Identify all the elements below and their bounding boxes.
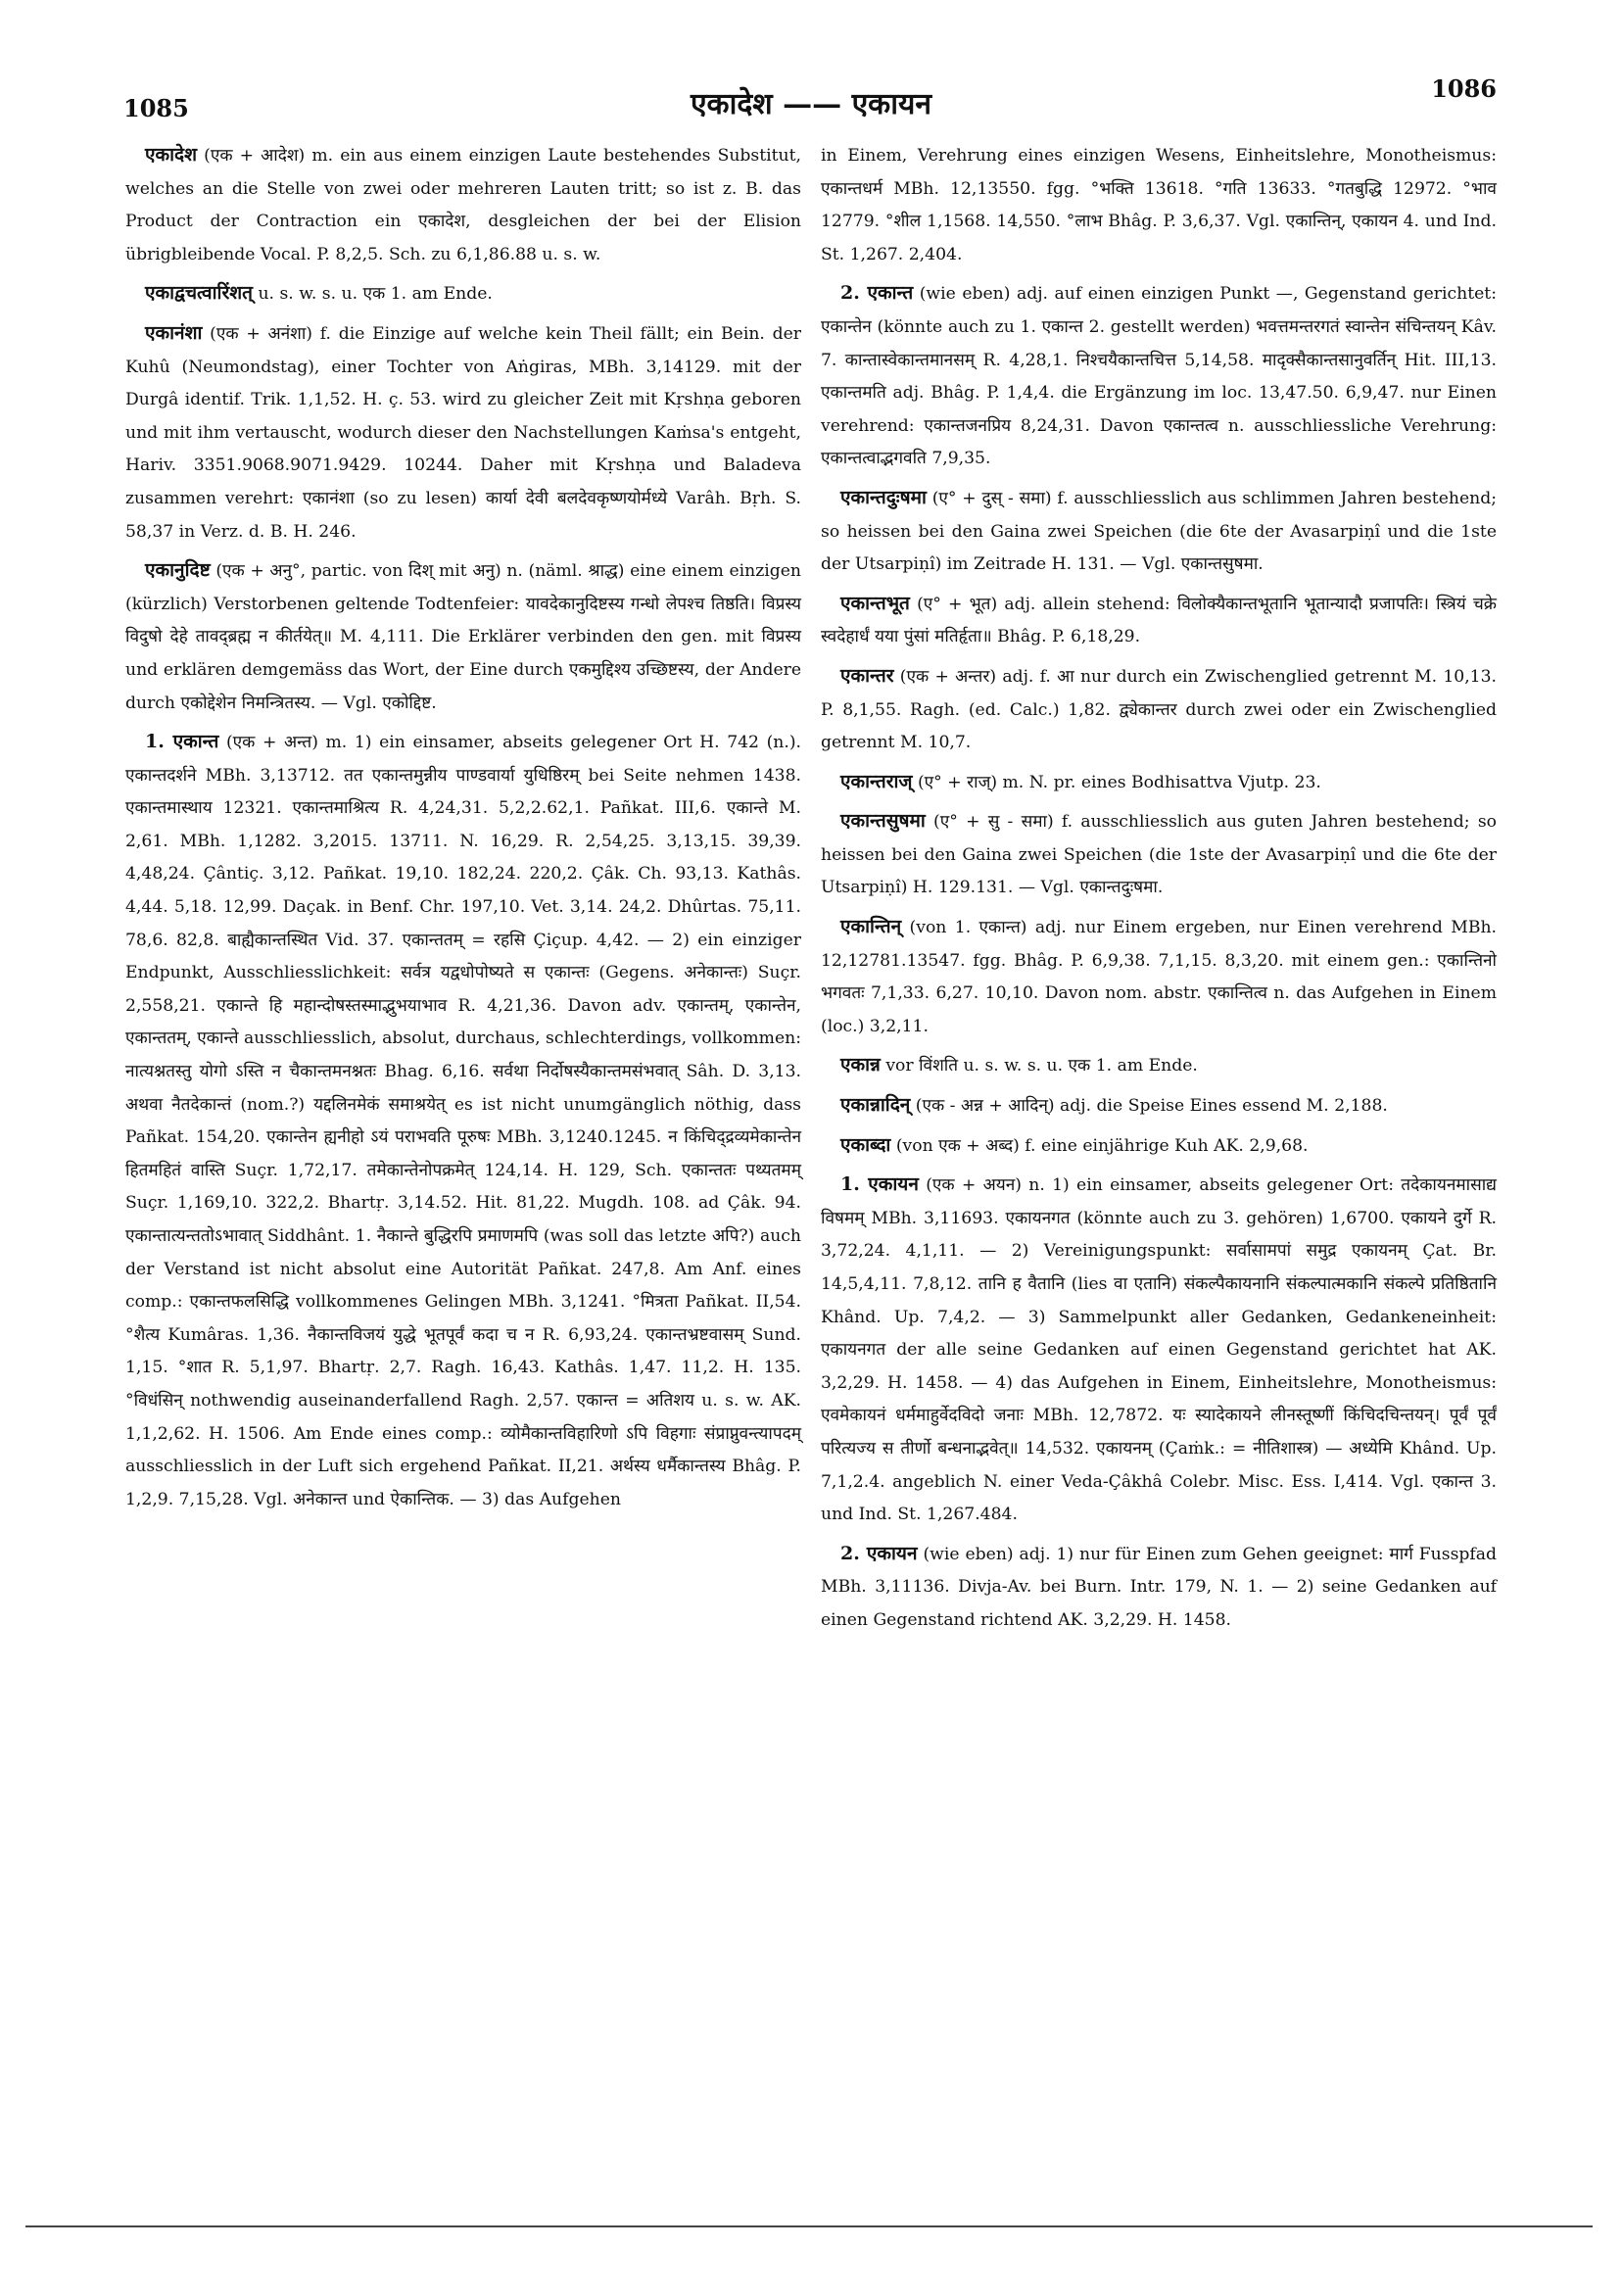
entry-headword: एकाद्वचत्वारिंशत् (145, 282, 253, 305)
entry-headword: एकान्नादिन् (840, 1094, 911, 1117)
dictionary-entry (821, 1169, 1497, 1532)
dictionary-entry (821, 588, 1497, 654)
entry-text: vor विंशति u. s. w. s. u. एक 1. am Ende. (885, 1056, 1198, 1076)
dictionary-entry (821, 482, 1497, 582)
dictionary-entry (821, 1129, 1497, 1164)
running-head: एकादेश —— एकायन (690, 87, 932, 121)
entry-headword: 1. एकान्त (145, 731, 219, 753)
dictionary-entry-continued (821, 139, 1497, 271)
entry-text: (ए° + राज्) m. N. pr. eines Bodhisattva Vjutp. 23. (917, 772, 1321, 792)
entry-headword: एकान्तिन् (840, 916, 902, 938)
entry-headword: एकान्तभूत (840, 592, 910, 614)
bottom-rule (25, 2225, 1593, 2227)
entry-text: (एक + अनु°, partic. von दिश् mit अनु) n. (näml. श्राद्ध) eine einem einzigen (kürzlich) Verstorbenen geltende Todtenfeier: यावदेकानुदिष्टस्य गन्धो लेपश्च तिष्ठति। विप्रस्य विदुषो देहे तावद्ब्रह्म न कीर्तयेत्॥ M. 4,111. Die Erklärer verbinden den gen. mit विप्रस्य und erklären demgemäss das Wort, der Eine durch एकमुद्दिश्य उच्छिष्टस्य, der Andere durch एकोद्देशेन निमन्त्रितस्य. — Vgl. एकोद्दिष्ट. (125, 561, 802, 713)
entry-headword: एकान्तर (840, 664, 894, 687)
right-column (821, 139, 1497, 1644)
dictionary-entry (821, 660, 1497, 760)
entry-text: (ए° + सु - समा) f. ausschliesslich aus guten Jahren bestehend; so heissen bei den Gaina zwei Speichen (die 1ste der Avasarpiṇî und die 6te der Utsarpiṇî) H. 129.131. — Vgl. एकान्तदुःषमा. (821, 812, 1497, 898)
left-column (125, 139, 801, 1522)
entry-headword: 1. एकायन (840, 1173, 919, 1196)
dictionary-entry (821, 911, 1497, 1043)
dictionary-entry (125, 317, 801, 549)
entry-text: (एक + अन्तर) adj. f. आ nur durch ein Zwischenglied getrennt M. 10,13. P. 8,1,55. Ragh. (ed. Calc.) 1,82. द्व्येकान्तर durch zwei oder ein Zwischenglied getrennt M. 10,7. (821, 666, 1497, 753)
entry-text: u. s. w. s. u. एक 1. am Ende. (258, 284, 493, 305)
entry-headword: एकान्न (840, 1054, 881, 1076)
entry-text: (एक + अनंशा) f. die Einzige auf welche kein Theil fällt; ein Bein. der Kuhû (Neumondstag), einer Tochter von Aṅgiras, MBh. 3,14129. mit der Durgâ identif. Trik. 1,1,52. H. ç. 53. wird zu gleicher Zeit mit Kṛshṇa geboren und mit ihm vertauscht, wodurch dieser den Nachstellungen Kaṁsa's entgeht, Hariv. 3351.9068.9071.9429. 10244. Daher mit Kṛshṇa und Baladeva zusammen verehrt: एकानंशा (so zu lesen) कार्या देवी बलदेवकृष्णयोर्मध्ये Varâh. Bṛh. S. 58,37 in Verz. d. B. H. 246. (125, 323, 802, 542)
entry-text: (wie eben) adj. 1) nur für Einen zum Gehen geeignet: मार्ग Fusspfad MBh. 3,11136. Divja-Av. bei Burn. Intr. 179, N. 1. — 2) seine Gedanken auf einen Gegenstand richtend AK. 3,2,29. H. 1458. (821, 1544, 1497, 1630)
dictionary-entry (821, 277, 1497, 476)
page-number-left: 1085 (123, 94, 189, 122)
dictionary-entry (821, 1049, 1497, 1083)
entry-headword: एकान्तराज् (840, 770, 913, 792)
entry-text: (von एक + अब्द) f. eine einjährige Kuh AK. 2,9,68. (895, 1135, 1309, 1156)
entry-headword: एकानंशा (145, 321, 203, 344)
entry-text: (एक + आदेश) m. ein aus einem einzigen Laute bestehendes Substitut, welches an die Stelle von zwei oder mehreren Lauten tritt; so ist z. B. das Product der Contraction ein एकादेश, desgleichen der bei der Elision übrigbleibende Vocal. P. 8,2,5. Sch. zu 6,1,86.88 u. s. w. (125, 146, 802, 264)
dictionary-entry (821, 1089, 1497, 1124)
dictionary-entry (125, 726, 801, 1516)
entry-headword: एकान्तदुःषमा (840, 486, 927, 508)
entry-text: in Einem, Verehrung eines einzigen Wesens, Einheitslehre, Monotheismus: एकान्तधर्म MBh. 12,13550. fgg. °भक्ति 13618. °गति 13633. °गतबुद्धि 12972. °भाव 12779. °शील 1,1568. 14,550. °लाभ Bhâg. P. 3,6,37. Vgl. एकान्तिन्, एकायन 4. und Ind. St. 1,267. 2,404. (821, 146, 1497, 264)
dictionary-entry (821, 766, 1497, 800)
dictionary-entry (125, 139, 801, 271)
entry-headword: एकानुदिष्ट (145, 559, 211, 582)
entry-headword: एकान्तसुषमा (840, 810, 926, 833)
entry-headword: एकादेश (145, 144, 198, 166)
entry-text: (एक - अन्न + आदिन्) adj. die Speise Eines essend M. 2,188. (915, 1096, 1388, 1117)
dictionary-entry (821, 805, 1497, 905)
entry-text: (von 1. एकान्त) adj. nur Einem ergeben, nur Einen verehrend MBh. 12,12781.13547. fgg. Bhâg. P. 6,9,38. 7,1,15. 8,3,20. mit einem gen.: एकान्तिनो भगवतः 7,1,33. 6,27. 10,10. Davon nom. abstr. एकान्तित्व n. das Aufgehen in Einem (loc.) 3,2,11. (821, 918, 1497, 1036)
entry-headword: एकाब्दा (840, 1133, 891, 1156)
dictionary-entry (125, 554, 801, 720)
entry-text: (ए° + भूत) adj. allein stehend: विलोक्यैकान्तभूतानि भूतान्यादौ प्रजापतिः। स्त्रियं चक्रे स्वदेहार्धं यया पुंसां मतिर्हृता॥ Bhâg. P. 6,18,29. (821, 594, 1497, 647)
page-number-right: 1086 (1431, 74, 1497, 103)
dictionary-entry (125, 277, 801, 311)
entry-text: (एक + अयन) n. 1) ein einsamer, abseits gelegener Ort: तदेकायनमासाद्य विषमम् MBh. 3,11693. एकायनगत (könnte auch zu 3. gehören) 1,6700. एकायने दुर्गे R. 3,72,24. 4,1,11. — 2) Vereinigungspunkt: सर्वासामपां समुद्र एकायनम् Çat. Br. 14,5,4,11. 7,8,12. तानि ह वैतानि (lies वा एतानि) संकल्पैकायनानि संकल्पात्मकानि संकल्पे प्रतिष्ठितानि Khând. Up. 7,4,2. — 3) Sammelpunkt aller Gedanken, Gedankeneinheit: एकायनगत der alle seine Gedanken auf einen Gegenstand gerichtet hat AK. 3,2,29. H. 1458. — 4) das Aufgehen in Einem, Einheitslehre, Monotheismus: एवमेकायनं धर्ममाहुर्वेदविदो जनाः MBh. 12,7872. यः स्यादेकायने लीनस्तूष्णीं किंचिदचिन्तयन्। पूर्वं पूर्वं परित्यज्य स तीर्णो बन्धनाद्भवेत्॥ 14,532. एकायनम् (Çaṁk.: = नीतिशास्त्र) — अध्येमि Khând. Up. 7,1,2.4. angeblich N. einer Veda-Çâkhâ Colebr. Misc. Ess. I,414. Vgl. एकान्त 3. und Ind. St. 1,267.484. (821, 1175, 1497, 1525)
entry-headword: 2. एकान्त (840, 282, 914, 305)
entry-headword: 2. एकायन (840, 1542, 918, 1564)
entry-text: (एक + अन्त) m. 1) ein einsamer, abseits gelegener Ort H. 742 (n.). एकान्तदर्शने MBh. 3,13712. तत एकान्तमुन्नीय पाण्डवार्या युधिष्ठिरम् bei Seite nehmen 1438. एकान्तमास्थाय 12321. एकान्तमाश्रित्य R. 4,24,31. 5,2,2.62,1. Pañkat. III,6. एकान्ते M. 2,61. MBh. 1,1282. 3,2015. 13711. N. 16,29. R. 2,54,25. 3,13,15. 39,39. 4,48,24. Çântiç. 3,12. Pañkat. 19,10. 182,24. 220,2. Çâk. Ch. 93,13. Kathâs. 4,44. 5,18. 12,99. Daçak. in Benf. Chr. 197,10. Vet. 3,14. 24,2. Dhûrtas. 75,11. 78,6. 82,8. बाह्यैकान्तस्थित Vid. 37. एकान्ततम् = रहसि Çiçup. 4,42. — 2) ein einziger Endpunkt, Ausschliesslichkeit: सर्वत्र यद्वधोपोष्यते स एकान्तः (Gegens. अनेकान्तः) Suçr. 2,558,21. एकान्ते हि महान्दोषस्तस्माद्भुभयाभाव R. 4,21,36. Davon adv. एकान्तम्, एकान्तेन, एकान्ततम्, एकान्ते ausschliesslich, absolut, durchaus, schlechterdings, vollkommen: नात्यश्नतस्तु योगो ऽस्ति न चैकान्तमनश्नतः Bhag. 6,16. सर्वथा निर्दोषस्यैकान्तमसंभवात् Sâh. D. 3,13. अथवा नैतदेकान्तं (nom.?) यद्दलिनमेकं समाश्रयेत् es ist nicht unumgänglich nöthig, dass Pañkat. 154,20. एकान्तेन ह्यनीहो ऽयं पराभवति पूरुषः MBh. 3,1240.1245. न किंचिद्द्रव्यमेकान्तेन हितमहितं वास्ति Suçr. 1,72,17. तमेकान्तेनोपक्रमेत् 124,14. H. 129, Sch. एकान्ततः पथ्यतमम् Suçr. 1,169,10. 322,2. Bhartṛ. 3,14.52. Hit. 81,22. Mugdh. 108. ad Çâk. 94. एकान्तात्यन्ततोऽभावात् Siddhânt. 1. नैकान्ते बुद्धिरपि प्रमाणमपि (was soll das letzte अपि?) auch der Verstand ist nicht absolut eine Autorität Pañkat. 247,8. Am Anf. eines comp.: एकान्तफलसिद्धि vollkommenes Gelingen MBh. 3,1241. °मित्रता Pañkat. II,54. °शैत्य Kumâras. 1,36. नैकान्तविजयं युद्धे भूतपूर्वं कदा च न R. 6,93,24. एकान्तभ्रष्टवासम् Sund. 1,15. °शात R. 5,1,97. Bhartṛ. 2,7. Ragh. 16,43. Kathâs. 1,47. 11,2. H. 135. °विधंसिन् nothwendig auseinanderfallend Ragh. 2,57. एकान्त = अतिशय u. s. w. AK. 1,1,2,62. H. 1506. Am Ende eines comp.: व्योमैकान्तविहारिणो ऽपि विहगाः संप्राप्नुवन्त्यापदम् ausschliesslich in der Luft sich ergehend Pañkat. II,21. अर्थस्य धर्मैकान्तस्य Bhâg. P. 1,2,9. 7,15,28. Vgl. अनेकान्त und ऐकान्तिक. — 3) das Aufgehen (125, 733, 802, 1509)
dictionary-entry (821, 1538, 1497, 1638)
entry-text: (ए° + दुस् - समा) f. ausschliesslich aus schlimmen Jahren bestehend; so heissen bei den Gaina zwei Speichen (die 6te der Avasarpiṇî und die 1ste der Utsarpiṇî) im Zeitrade H. 131. — Vgl. एकान्तसुषमा. (821, 488, 1497, 575)
entry-text: (wie eben) adj. auf einen einzigen Punkt —, Gegenstand gerichtet: एकान्तेन (könnte auch zu 1. एकान्त 2. gestellt werden) भवत्तमन्तरगतं स्वान्तेन संचिन्तयन् Kâv. 7. कान्तास्वेकान्तमानसम् R. 4,28,1. निश्चयैकान्तचित्त 5,14,58. मादृक्सैकान्तसानुवर्तिन् Hit. III,13. एकान्तमति adj. Bhâg. P. 1,4,4. die Ergänzung im loc. 13,47.50. 6,9,47. nur Einen verehrend: एकान्तजनप्रिय 8,24,31. Davon एकान्तत्व n. ausschliessliche Verehrung: एकान्तत्वाद्भगवति 7,9,35. (821, 284, 1497, 469)
